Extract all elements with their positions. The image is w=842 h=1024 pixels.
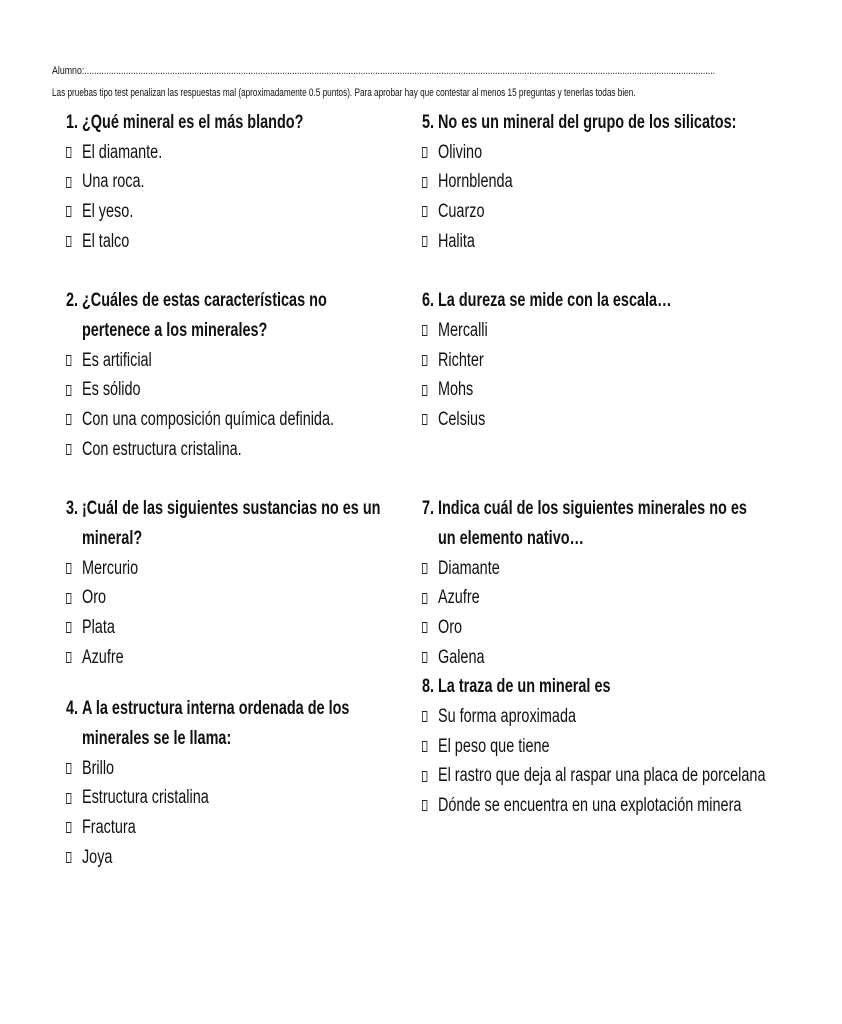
option[interactable] (422, 613, 749, 643)
option-label: Dónde se encuentra en una explotación minera (437, 795, 742, 817)
option[interactable] (66, 167, 393, 197)
option[interactable] (66, 613, 393, 643)
checkbox-icon[interactable] (66, 236, 71, 247)
checkbox-icon[interactable] (66, 177, 71, 188)
option-label: Mercurio (81, 557, 139, 579)
option-label: Es sólido (81, 379, 141, 401)
option[interactable] (66, 405, 393, 435)
checkbox-icon[interactable] (422, 147, 427, 158)
option-label: Con una composición química definida. (81, 409, 335, 431)
option[interactable] (66, 643, 393, 673)
option[interactable] (422, 643, 749, 673)
option[interactable] (66, 435, 393, 465)
options-list (422, 702, 766, 821)
option-label: Celsius (437, 409, 486, 431)
question-number: 1. (66, 112, 79, 133)
student-name-dots: .................................................................................................................................................................................................................................................................. (84, 65, 716, 77)
option[interactable] (422, 702, 749, 732)
question-1 (66, 108, 393, 257)
question-number: 6. (422, 290, 435, 312)
checkbox-icon[interactable] (422, 593, 427, 604)
option[interactable] (66, 843, 393, 873)
checkbox-icon[interactable] (66, 563, 71, 574)
question-6 (422, 286, 749, 435)
question-number: 3. (66, 498, 79, 520)
option-label: Fractura (81, 817, 136, 839)
option-label: Una roca. (81, 171, 145, 193)
option[interactable] (422, 583, 749, 613)
instructions: Las pruebas tipo test penalizan las respuestas mal (aproximadamente 0.5 puntos). Para aprobar hay que contestar al menos 15 preguntas y tenerlas todas bien. (52, 87, 636, 99)
question-title (66, 108, 393, 138)
checkbox-icon[interactable] (422, 177, 427, 188)
question-number: 8. (422, 676, 435, 698)
option[interactable] (422, 167, 749, 197)
option[interactable] (66, 138, 393, 168)
checkbox-icon[interactable] (66, 652, 71, 663)
student-name-line (52, 64, 716, 78)
option[interactable] (66, 375, 393, 405)
option[interactable] (66, 783, 393, 813)
checkbox-icon[interactable] (422, 414, 427, 425)
checkbox-icon[interactable] (422, 652, 427, 663)
question-text: ¿Cuáles de estas características no pertenece a los minerales? (81, 290, 327, 341)
option[interactable] (66, 197, 393, 227)
option[interactable] (66, 554, 393, 584)
option-label: Cuarzo (437, 201, 485, 223)
option-label: El peso que tiene (437, 735, 550, 757)
checkbox-icon[interactable] (66, 793, 71, 804)
question-text: La dureza se mide con la escala… (437, 290, 672, 312)
option-label: Diamante (437, 557, 500, 579)
question-4 (66, 694, 393, 872)
option-label: Galena (437, 646, 485, 668)
student-label: Alumno: (52, 65, 85, 77)
checkbox-icon[interactable] (66, 763, 71, 774)
question-title (66, 494, 393, 553)
option-label: El rastro que deja al raspar una placa de porcelana (437, 765, 766, 787)
option[interactable] (422, 227, 749, 257)
options-list (66, 754, 393, 873)
checkbox-icon[interactable] (66, 444, 71, 455)
question-text: ¡Cuál de las siguientes sustancias no es un mineral? (81, 498, 381, 549)
checkbox-icon[interactable] (66, 593, 71, 604)
option[interactable] (66, 346, 393, 376)
option-label: El talco (81, 230, 130, 252)
question-2 (66, 286, 393, 464)
checkbox-icon[interactable] (422, 622, 427, 633)
options-list (422, 316, 749, 435)
options-list (422, 554, 749, 673)
option[interactable] (422, 197, 749, 227)
question-7 (422, 494, 749, 672)
option[interactable] (422, 554, 749, 584)
question-5 (422, 108, 749, 257)
checkbox-icon[interactable] (422, 206, 427, 217)
question-title (422, 494, 749, 553)
option[interactable] (422, 346, 749, 376)
checkbox-icon[interactable] (422, 236, 427, 247)
options-list (66, 138, 393, 257)
option-label: El diamante. (81, 141, 163, 163)
question-text: ¿Qué mineral es el más blando? (81, 112, 304, 133)
checkbox-icon[interactable] (422, 355, 427, 366)
option[interactable] (66, 813, 393, 843)
option[interactable] (422, 732, 749, 762)
option-label: Joya (81, 846, 113, 868)
option[interactable] (422, 405, 749, 435)
option[interactable] (66, 227, 393, 257)
options-list (66, 554, 393, 673)
question-text: La traza de un mineral es (437, 676, 611, 698)
option[interactable] (66, 754, 393, 784)
option-label: Plata (81, 616, 115, 638)
options-list (422, 138, 749, 257)
option[interactable] (66, 583, 393, 613)
option-label: Hornblenda (437, 171, 513, 193)
option-label: Halita (437, 230, 475, 252)
checkbox-icon[interactable] (422, 563, 427, 574)
checkbox-icon[interactable] (66, 147, 71, 158)
question-text: No es un mineral del grupo de los silicatos: (437, 112, 737, 133)
option[interactable] (422, 761, 766, 791)
checkbox-icon[interactable] (66, 822, 71, 833)
checkbox-icon[interactable] (422, 771, 427, 782)
question-title (66, 286, 393, 345)
question-title (422, 672, 749, 702)
checkbox-icon[interactable] (422, 325, 427, 336)
option[interactable] (422, 138, 749, 168)
question-title (422, 286, 749, 316)
option-label: Oro (437, 616, 463, 638)
option-label: Azufre (437, 587, 480, 609)
question-number: 2. (66, 290, 79, 312)
spacer (422, 435, 842, 494)
checkbox-icon[interactable] (422, 711, 427, 722)
options-list (66, 346, 393, 465)
option-label: Richter (437, 349, 484, 371)
option-label: Estructura cristalina (81, 787, 209, 809)
option-label: Mercalli (437, 319, 488, 341)
option-label: Es artificial (81, 349, 152, 371)
question-text: A la estructura interna ordenada de los minerales se le llama: (81, 698, 350, 750)
checkbox-icon[interactable] (422, 385, 427, 396)
option-label: El yeso. (81, 201, 134, 223)
question-text: Indica cuál de los siguientes minerales no es un elemento nativo… (437, 498, 747, 549)
checkbox-icon[interactable] (66, 414, 71, 425)
right-column (422, 108, 842, 821)
option-label: Olivino (437, 141, 483, 163)
option-label: Brillo (81, 757, 115, 779)
checkbox-icon[interactable] (422, 800, 427, 811)
option[interactable] (422, 791, 749, 821)
checkbox-icon[interactable] (422, 741, 427, 752)
question-title (66, 694, 393, 753)
question-number: 7. (422, 498, 435, 520)
question-number: 5. (422, 112, 435, 133)
checkbox-icon[interactable] (66, 622, 71, 633)
checkbox-icon[interactable] (66, 852, 71, 863)
checkbox-icon[interactable] (66, 385, 71, 396)
option-label: Su forma aproximada (437, 706, 577, 728)
question-number: 4. (66, 698, 79, 720)
question-title (422, 108, 749, 138)
option[interactable] (422, 375, 749, 405)
option-label: Oro (81, 587, 107, 609)
spacer (422, 257, 842, 287)
option-label: Azufre (81, 646, 124, 668)
checkbox-icon[interactable] (66, 206, 71, 217)
option-label: Con estructura cristalina. (81, 438, 242, 460)
option-label: Mohs (437, 379, 474, 401)
question-3 (66, 494, 393, 672)
checkbox-icon[interactable] (66, 355, 71, 366)
option[interactable] (422, 316, 749, 346)
question-8 (422, 672, 766, 821)
